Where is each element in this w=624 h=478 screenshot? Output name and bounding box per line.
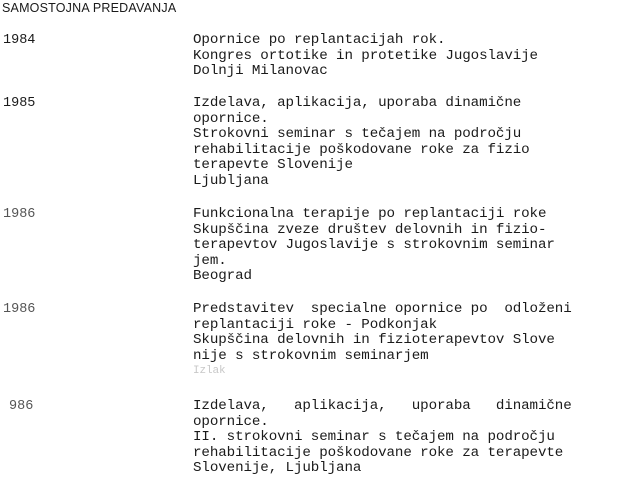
entry-line: Slovenije, Ljubljana <box>193 460 362 477</box>
entry-line: Izdelava, aplikacija, uporaba dinamične <box>193 398 572 414</box>
entry-line: Kongres ortotike in protetike Jugoslavije <box>193 47 538 64</box>
entry-description <box>193 33 623 80</box>
entry-description <box>193 207 623 285</box>
section-heading: SAMOSTOJNA PREDAVANJA <box>2 1 177 15</box>
entry-year: 986 <box>9 399 34 414</box>
entry-description <box>193 96 623 190</box>
entry-line: opornice. <box>193 413 269 430</box>
entry-line: rehabilitacije poškodovane roke za terapevte <box>193 444 564 461</box>
entry-line: rehabilitacije poškodovane roke za fizio <box>193 141 530 158</box>
entry-line: Opornice po replantacijah rok. <box>193 32 446 48</box>
entry-line: replantaciji roke - Podkonjak <box>193 316 438 333</box>
entry-line: Izlak <box>193 365 226 378</box>
entry-line: nije s strokovnim seminarjem <box>193 347 429 364</box>
entry-line: Izdelava, aplikacija, uporaba dinamične <box>193 95 522 111</box>
entry-line: Predstavitev specialne opornice po odloženi <box>193 301 572 317</box>
entry-description <box>193 399 623 477</box>
entry-year: 1985 <box>3 96 36 111</box>
entry-line: Funkcionalna terapije po replantaciji roke <box>193 206 547 222</box>
entry-line: II. strokovni seminar s tečajem na področju <box>193 429 555 446</box>
entry-line: opornice. <box>193 110 269 127</box>
entry-line: Beograd <box>193 268 252 285</box>
entry-description <box>193 302 623 380</box>
entry-line: jem. <box>193 252 227 269</box>
entry-line: Skupščina zveze društev delovnih in fizio- <box>193 221 547 238</box>
entry-line: Ljubljana <box>193 172 269 189</box>
entry-line: terapevtov Jugoslavije s strokovnim seminar <box>193 237 555 254</box>
entry-line: Strokovni seminar s tečajem na področju <box>193 126 522 143</box>
entry-year: 1986 <box>3 302 36 317</box>
entry-year: 1986 <box>3 207 36 222</box>
entry-line: Skupščina delovnih in fizioterapevtov Slove <box>193 332 555 349</box>
entry-line: terapevte Slovenije <box>193 157 353 174</box>
entry-line: Dolnji Milanovac <box>193 63 328 80</box>
entry-year: 1984 <box>3 33 36 48</box>
